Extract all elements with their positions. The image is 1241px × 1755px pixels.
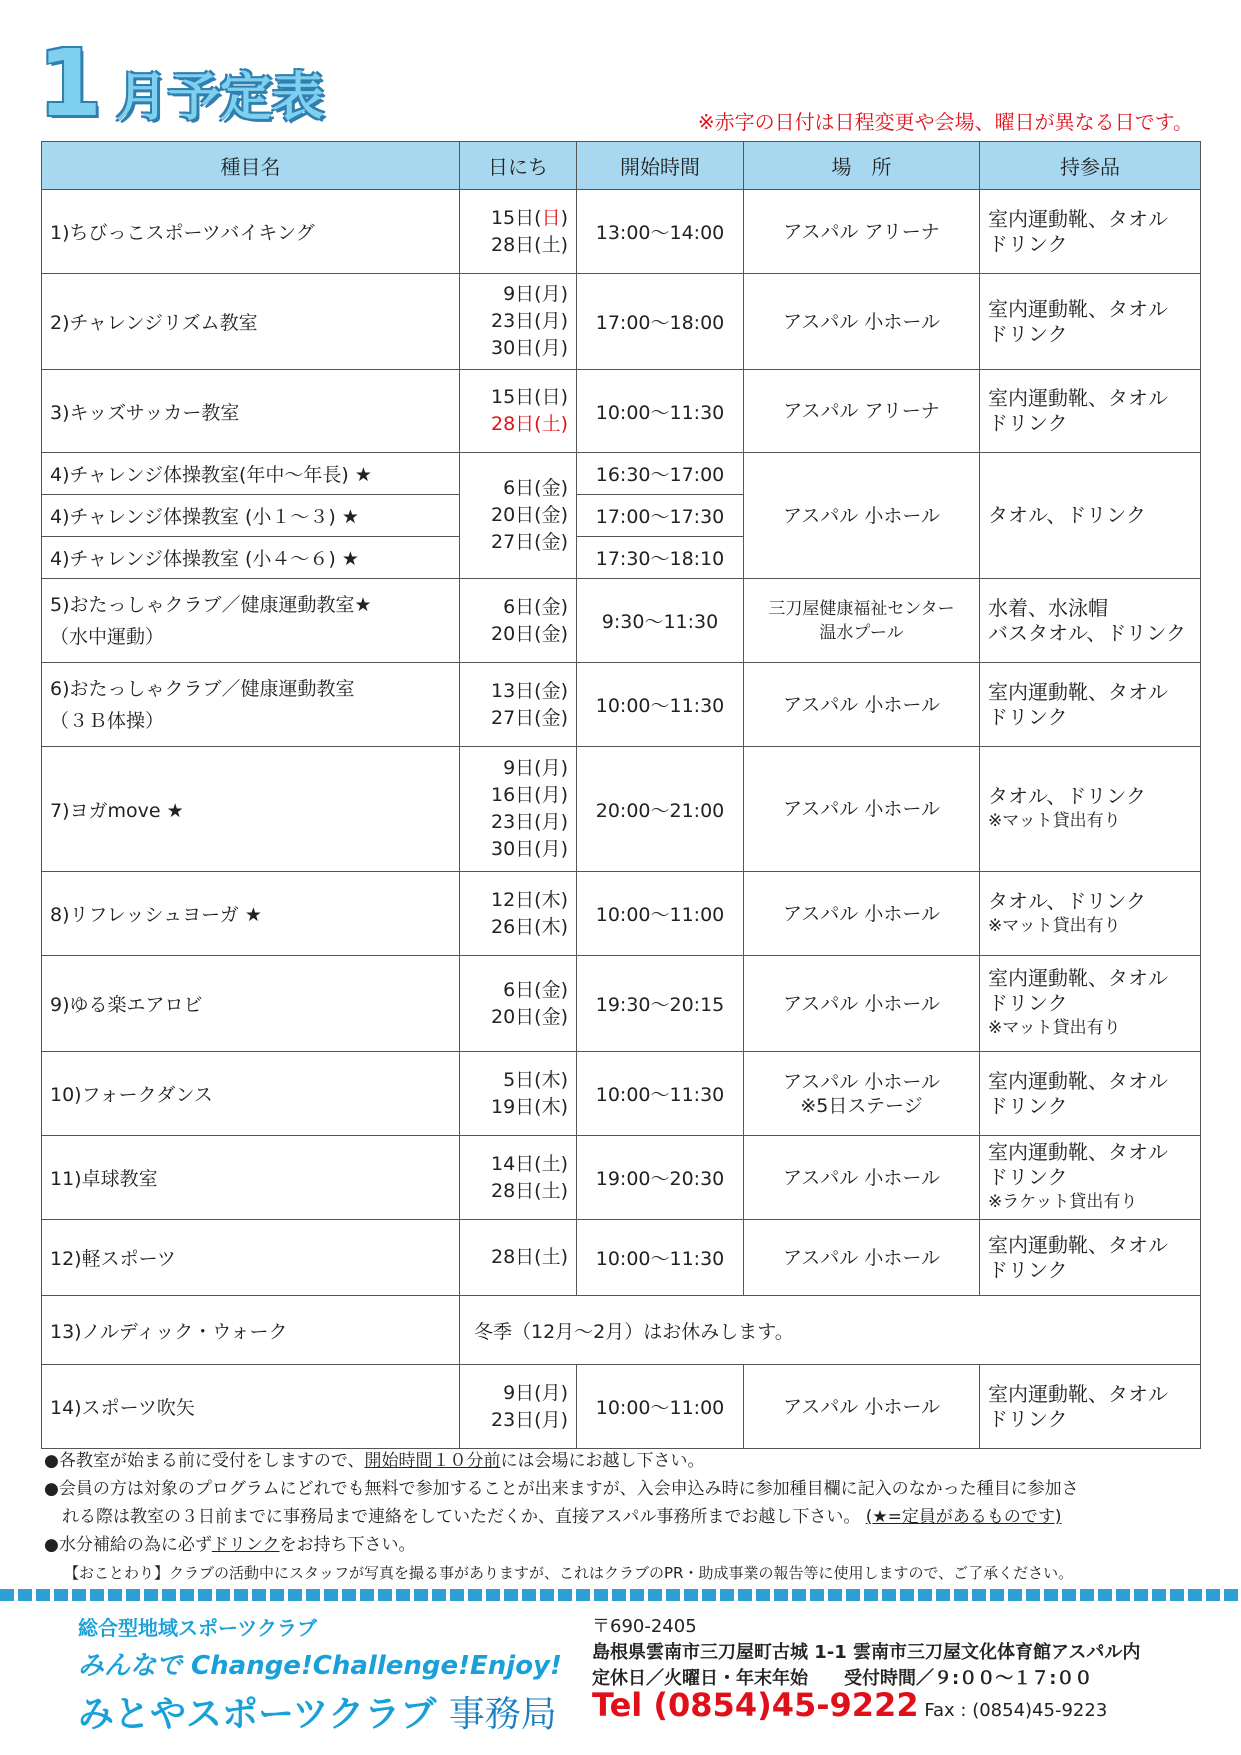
event-place: アスパル アリーナ <box>744 190 980 274</box>
event-place: アスパル 小ホール <box>744 1136 980 1220</box>
event-name: 12)軽スポーツ <box>42 1220 460 1296</box>
event-time: 10:00～11:30 <box>577 370 744 453</box>
tel-number: Tel (0854)45-9222 <box>592 1686 919 1724</box>
phone-line <box>592 1686 1140 1724</box>
event-time: 19:30～20:15 <box>577 956 744 1052</box>
table-row <box>42 747 1201 872</box>
event-items: タオル、ドリンク <box>980 453 1201 579</box>
event-name: 4)チャレンジ体操教室 (小４～６) ★ <box>42 537 460 579</box>
club-name: みとやスポーツクラブ 事務局 <box>78 1694 557 1735</box>
table-row <box>42 274 1201 370</box>
event-time: 10:00～11:30 <box>577 1220 744 1296</box>
table-row <box>42 579 1201 663</box>
event-time: 17:00～17:30 <box>577 495 744 537</box>
event-time: 17:30～18:10 <box>577 537 744 579</box>
event-items: 室内運動靴、タオル ドリンク <box>980 1365 1201 1449</box>
club-logo-block <box>78 1612 562 1737</box>
event-place: 三刀屋健康福祉センター 温水プール <box>744 579 980 663</box>
event-time: 10:00～11:30 <box>577 1052 744 1136</box>
event-place: アスパル 小ホール <box>744 1220 980 1296</box>
table-row <box>42 663 1201 747</box>
page-title <box>38 30 325 137</box>
event-name: 13)ノルディック・ウォーク <box>42 1296 460 1365</box>
event-items: 室内運動靴、タオル ドリンク ※ラケット貸出有り <box>980 1136 1201 1220</box>
event-time: 20:00～21:00 <box>577 747 744 872</box>
club-slogan: みんなで Change!Challenge!Enjoy! <box>78 1651 562 1681</box>
event-dates: 13日(金) 27日(金) <box>460 663 577 747</box>
event-dates: 5日(木) 19日(木) <box>460 1052 577 1136</box>
event-dates: 14日(土) 28日(土) <box>460 1136 577 1220</box>
office-hours: 定休日／火曜日・年末年始 受付時間／９:００～１７:００ <box>592 1668 1093 1689</box>
event-time: 19:00～20:30 <box>577 1136 744 1220</box>
event-place: アスパル 小ホール <box>744 872 980 956</box>
event-name: 4)チャレンジ体操教室(年中～年長) ★ <box>42 453 460 495</box>
event-time: 16:30～17:00 <box>577 453 744 495</box>
event-name: 14)スポーツ吹矢 <box>42 1365 460 1449</box>
event-time: 10:00～11:00 <box>577 872 744 956</box>
event-time: 10:00～11:00 <box>577 1365 744 1449</box>
event-time: 17:00～18:00 <box>577 274 744 370</box>
note-drink: ●水分補給の為に必ずドリンクをお持ち下さい。 <box>44 1535 416 1555</box>
event-place: アスパル 小ホール <box>744 1365 980 1449</box>
event-name: 8)リフレッシュヨーガ ★ <box>42 872 460 956</box>
club-subtitle: 総合型地域スポーツクラブ <box>78 1616 317 1640</box>
event-items: 室内運動靴、タオル ドリンク <box>980 190 1201 274</box>
event-dates: 6日(金) 20日(金) <box>460 956 577 1052</box>
note-disclaimer: 【おことわり】クラブの活動中にスタッフが写真を撮る事がありますが、これはクラブのPR・助成事業の報告等に使用しますので、ご了承ください。 <box>64 1564 1074 1582</box>
event-items: 室内運動靴、タオル ドリンク <box>980 1220 1201 1296</box>
event-place: アスパル 小ホール <box>744 956 980 1052</box>
address: 島根県雲南市三刀屋町古城 1-1 雲南市三刀屋文化体育館アスパル内 <box>592 1642 1141 1663</box>
event-name: 4)チャレンジ体操教室 (小１～３) ★ <box>42 495 460 537</box>
event-place: アスパル 小ホール <box>744 274 980 370</box>
event-name: 3)キッズサッカー教室 <box>42 370 460 453</box>
event-name: 6)おたっしゃクラブ／健康運動教室 （３Ｂ体操） <box>42 663 460 747</box>
schedule-table <box>41 141 1201 1449</box>
event-dates: 6日(金) 20日(金) 27日(金) <box>460 453 577 579</box>
event-name: 9)ゆる楽エアロビ <box>42 956 460 1052</box>
contact-block <box>592 1614 1140 1724</box>
event-name: 7)ヨガmove ★ <box>42 747 460 872</box>
event-time: 10:00～11:30 <box>577 663 744 747</box>
event-dates: 9日(月) 16日(月) 23日(月) 30日(月) <box>460 747 577 872</box>
event-dates: 12日(木) 26日(木) <box>460 872 577 956</box>
footer-stripe <box>0 1589 1241 1601</box>
notes-section <box>44 1447 1204 1587</box>
table-row <box>42 1220 1201 1296</box>
header-items: 持参品 <box>980 142 1201 190</box>
table-header-row <box>42 142 1201 190</box>
event-items: タオル、ドリンク ※マット貸出有り <box>980 872 1201 956</box>
event-items: 室内運動靴、タオル ドリンク <box>980 274 1201 370</box>
event-name: 2)チャレンジリズム教室 <box>42 274 460 370</box>
event-time: 9:30～11:30 <box>577 579 744 663</box>
table-row <box>42 1052 1201 1136</box>
header-place: 場 所 <box>744 142 980 190</box>
red-date-note: ※赤字の日付は日程変更や会場、曜日が異なる日です。 <box>697 110 1193 134</box>
event-dates: 6日(金) 20日(金) <box>460 579 577 663</box>
event-dates: 9日(月) 23日(月) 30日(月) <box>460 274 577 370</box>
zip-code: 〒690-2405 <box>592 1616 697 1637</box>
event-place: アスパル 小ホール ※5日ステージ <box>744 1052 980 1136</box>
table-row <box>42 956 1201 1052</box>
event-items: 室内運動靴、タオル ドリンク <box>980 1052 1201 1136</box>
event-note: 冬季（12月～2月）はお休みします。 <box>460 1296 1201 1365</box>
event-items: 室内運動靴、タオル ドリンク <box>980 663 1201 747</box>
event-dates: 15日(日) 28日(土) <box>460 370 577 453</box>
header-time: 開始時間 <box>577 142 744 190</box>
event-items: タオル、ドリンク ※マット貸出有り <box>980 747 1201 872</box>
table-row <box>42 190 1201 274</box>
note-members: ●会員の方は対象のプログラムにどれでも無料で参加することが出来ますが、入会申込み時に参加種目欄に記入のなかった種目に参加さ <box>44 1479 1079 1499</box>
event-place: アスパル 小ホール <box>744 663 980 747</box>
header-event: 種目名 <box>42 142 460 190</box>
event-items: 室内運動靴、タオル ドリンク ※マット貸出有り <box>980 956 1201 1052</box>
event-time: 13:00～14:00 <box>577 190 744 274</box>
event-dates: 15日(日) 28日(土) <box>460 190 577 274</box>
title-text: 月予定表 <box>116 68 325 128</box>
table-row <box>42 1296 1201 1365</box>
event-name: 5)おたっしゃクラブ／健康運動教室★ （水中運動） <box>42 579 460 663</box>
event-place: アスパル 小ホール <box>744 747 980 872</box>
table-row <box>42 370 1201 453</box>
event-name: 10)フォークダンス <box>42 1052 460 1136</box>
event-place: アスパル 小ホール <box>744 453 980 579</box>
event-name: 1)ちびっこスポーツバイキング <box>42 190 460 274</box>
table-row <box>42 1136 1201 1220</box>
event-items: 水着、水泳帽 バスタオル、ドリンク <box>980 579 1201 663</box>
table-row <box>42 1365 1201 1449</box>
note-reception: ●各教室が始まる前に受付をしますので、開始時間１０分前には会場にお越し下さい。 <box>44 1451 705 1471</box>
event-items: 室内運動靴、タオル ドリンク <box>980 370 1201 453</box>
event-dates: 28日(土) <box>460 1220 577 1296</box>
table-row <box>42 872 1201 956</box>
event-dates: 9日(月) 23日(月) <box>460 1365 577 1449</box>
title-month: 1 <box>38 30 103 137</box>
note-members-cont: れる際は教室の３日前までに事務局まで連絡をしていただくか、直接アスパル事務所までお越し下さい。 (★=定員があるものです) <box>62 1507 1062 1527</box>
event-name: 11)卓球教室 <box>42 1136 460 1220</box>
table-row <box>42 453 1201 495</box>
header-date: 日にち <box>460 142 577 190</box>
fax-number: Fax : (0854)45-9223 <box>924 1700 1108 1721</box>
event-place: アスパル アリーナ <box>744 370 980 453</box>
